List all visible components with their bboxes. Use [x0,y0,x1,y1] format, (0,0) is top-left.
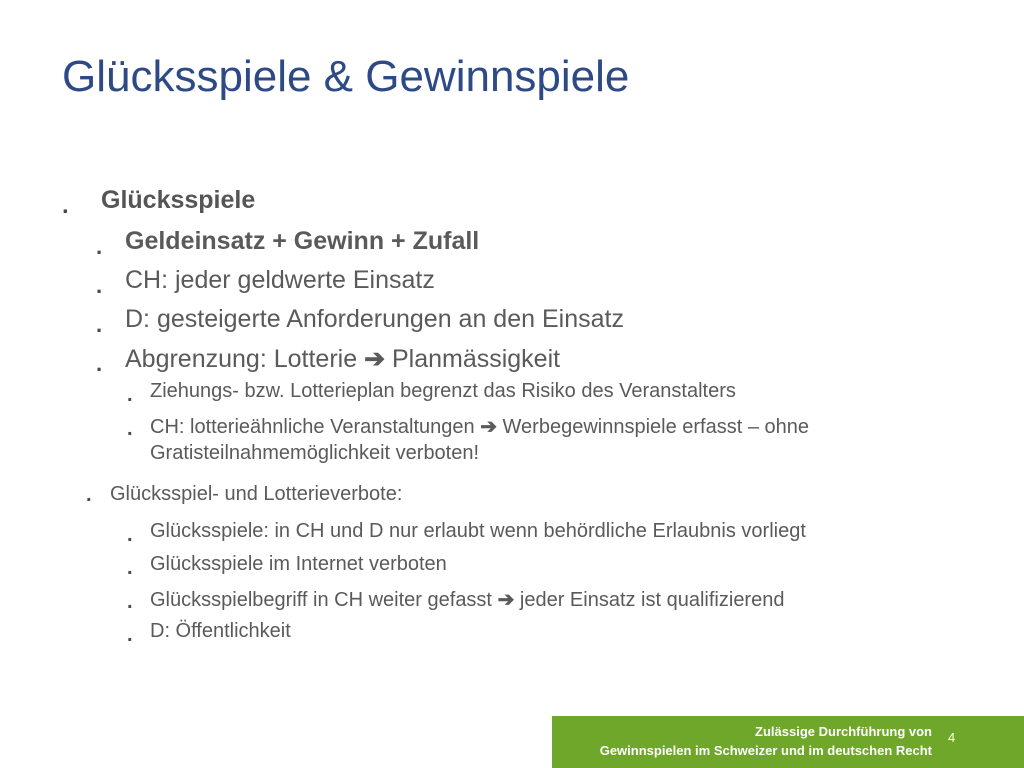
bullet-verbote: Glücksspiel- und Lotterieverbote: [110,483,403,505]
footer-caption [552,722,932,760]
bullet-marker: . [96,351,103,376]
bullet-marker: . [62,192,69,219]
footer-line-2: Gewinnspielen im Schweizer und im deutschen Recht [599,743,932,758]
qualifizierend-text: jeder Einsatz ist qualifizierend [514,589,785,611]
page-number: 4 [948,730,956,745]
bullet-internet: Glücksspiele im Internet verboten [150,553,447,575]
footer-line-1: Zulässige Durchführung von [755,724,932,739]
abgrenzung-text: Abgrenzung: Lotterie [125,345,365,373]
arrow-right-icon: ➔ [480,416,497,438]
bullet-begriff [150,587,784,612]
bullet-marker: . [127,384,133,406]
bullet-marker: . [86,484,92,506]
arrow-right-icon: ➔ [364,345,386,373]
bullet-marker: . [96,312,103,337]
bullet-ziehungsplan: Ziehungs- bzw. Lotterieplan begrenzt das Risiko des Veranstalters [150,380,736,402]
bullet-marker: . [127,524,133,546]
bullet-gluecksspiele: Glücksspiele [101,186,256,214]
slide-title: Glücksspiele & Gewinnspiele [62,52,630,101]
begriff-text: Glücksspielbegriff in CH weiter gefasst [150,589,498,611]
planmaessigkeit-text: Planmässigkeit [385,345,561,373]
bullet-gratisteilnahme: Gratisteilnahmemöglichkeit verboten! [150,442,480,464]
bullet-marker: . [127,557,133,579]
bullet-marker: . [96,234,103,259]
bullet-marker: . [127,624,133,646]
bullet-oeffentlichkeit: D: Öffentlichkeit [150,620,291,642]
bullet-erlaubnis: Glücksspiele: in CH und D nur erlaubt wenn behördliche Erlaubnis vorliegt [150,520,806,542]
bullet-d-einsatz: D: gesteigerte Anforderungen an den Einsatz [125,305,624,333]
bullet-lotterieaehnlich [150,414,809,439]
bullet-ch-einsatz: CH: jeder geldwerte Einsatz [125,266,435,294]
werbegewinnspiele-text: Werbegewinnspiele erfasst – ohne [496,416,810,438]
bullet-abgrenzung [125,344,560,374]
arrow-right-icon: ➔ [497,589,515,611]
bullet-geldeinsatz: Geldeinsatz + Gewinn + Zufall [125,227,480,255]
bullet-marker: . [127,591,133,613]
lotterieaehnlich-text: CH: lotterieähnliche Veranstaltungen [150,416,481,438]
bullet-marker: . [96,273,103,298]
footer-bar [552,716,1024,768]
bullet-marker: . [127,418,133,440]
